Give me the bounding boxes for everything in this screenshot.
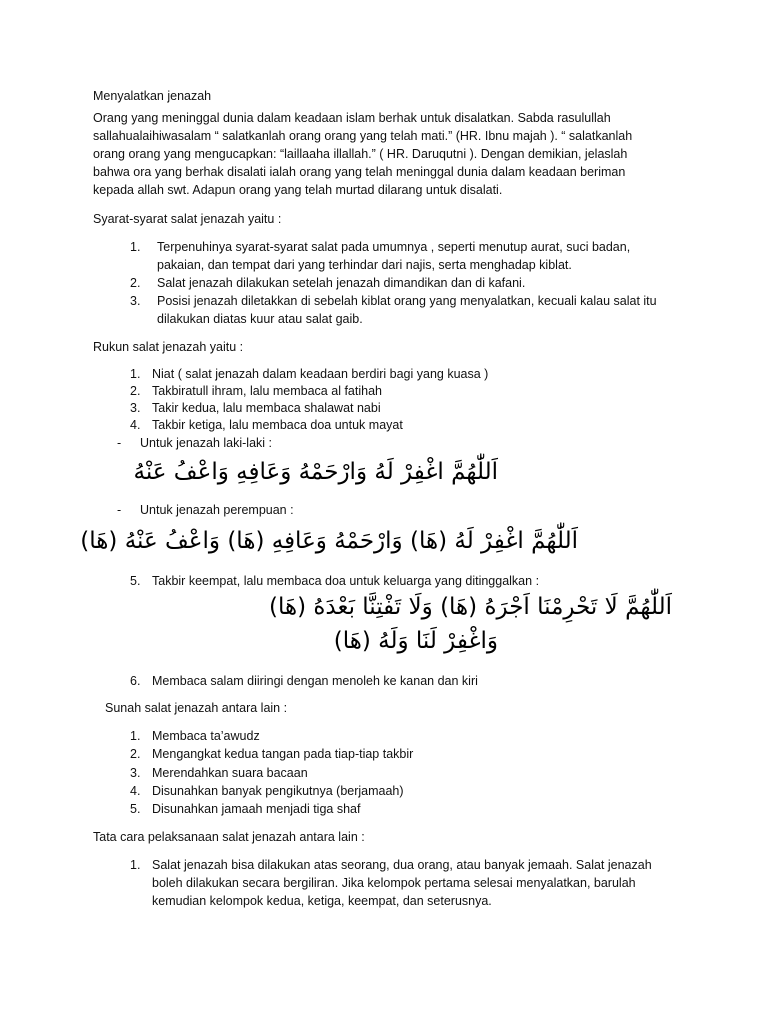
list-number: 5.	[130, 802, 141, 816]
list-item-line: Salat jenazah dilakukan setelah jenazah dimandikan dan di kafani.	[157, 276, 526, 290]
list-item-text: Takbiratull ihram, lalu membaca al fatihah	[152, 384, 382, 398]
list-item-line: kemudian kelompok kedua, ketiga, keempat, dan seterusnya.	[152, 894, 492, 908]
syarat-heading: Syarat-syarat salat jenazah yaitu :	[93, 212, 282, 226]
sunah-heading: Sunah salat jenazah antara lain :	[105, 701, 288, 715]
list-item-text: Mengangkat kedua tangan pada tiap-tiap takbir	[152, 747, 414, 761]
list-number: 1.	[130, 240, 141, 254]
list-item-line: Posisi jenazah diletakkan di sebelah kiblat orang yang menyalatkan, kecuali kalau salat itu	[157, 294, 657, 308]
list-item-text: Disunahkan jamaah menjadi tiga shaf	[152, 802, 361, 816]
list-item-line: dilakukan diatas kuur atau salat gaib.	[157, 312, 363, 326]
bullet-dash: -	[117, 436, 122, 450]
list-number: 3.	[130, 401, 141, 415]
intro-line: bahwa ora yang berhak disalati ialah orang yang telah meninggal dunia dalam keadaan beriman	[93, 165, 626, 179]
list-number: 1.	[130, 729, 141, 743]
tata-heading: Tata cara pelaksanaan salat jenazah antara lain :	[93, 830, 365, 844]
intro-line: kepada allah swt. Adapun orang yang telah murtad dilarang untuk disalati.	[93, 183, 503, 197]
list-item-text: Takbir ketiga, lalu membaca doa untuk mayat	[152, 418, 403, 432]
family-doa-arabic-line1: اَللّٰهُمَّ لَا تَحْرِمْنَا اَجْرَهُ (هَا) وَلَا تَفْتِنَّا بَعْدَهُ (هَا)	[268, 594, 672, 620]
page-title: Menyalatkan jenazah	[93, 89, 212, 103]
list-item-line: pakaian, dan tempat dari yang terhindar dari najis, serta menghadap kiblat.	[157, 258, 572, 272]
list-number: 6.	[130, 674, 141, 688]
list-item-text: Takbir keempat, lalu membaca doa untuk keluarga yang ditinggalkan :	[152, 574, 540, 588]
male-label: Untuk jenazah laki-laki :	[140, 436, 273, 450]
list-number: 3.	[130, 766, 141, 780]
list-number: 5.	[130, 574, 141, 588]
list-number: 2.	[130, 276, 141, 290]
bullet-dash: -	[117, 503, 122, 517]
intro-line: sallahualaihiwasalam “ salatkanlah orang orang yang telah mati.” (HR. Ibnu majah ). “ salatkanlah	[93, 129, 633, 143]
list-item-text: Takir kedua, lalu membaca shalawat nabi	[152, 401, 381, 415]
male-doa-arabic: اَللّٰهُمَّ اغْفِرْ لَهُ وَارْحَمْهُ وَعَافِهِ وَاعْفُ عَنْهُ	[133, 459, 498, 485]
list-item-text: Niat ( salat jenazah dalam keadaan berdiri bagi yang kuasa )	[152, 367, 489, 381]
list-number: 3.	[130, 294, 141, 308]
list-number: 1.	[130, 858, 141, 872]
list-item-text: Membaca salam diiringi dengan menoleh ke kanan dan kiri	[152, 674, 478, 688]
list-number: 4.	[130, 784, 141, 798]
list-number: 4.	[130, 418, 141, 432]
rukun-heading: Rukun salat jenazah yaitu :	[93, 340, 244, 354]
list-number: 1.	[130, 367, 141, 381]
intro-line: orang orang yang mengucapkan: “laillaaha illallah.” ( HR. Daruqutni ). Dengan demikian, jelaslah	[93, 147, 628, 161]
family-doa-arabic-line2: وَاغْفِرْ لَنَا وَلَهُ (هَا)	[333, 628, 498, 654]
intro-line: Orang yang meninggal dunia dalam keadaan islam berhak untuk disalatkan. Sabda rasulullah	[93, 111, 611, 125]
list-item-text: Disunahkan banyak pengikutnya (berjamaah)	[152, 784, 404, 798]
female-label: Untuk jenazah perempuan :	[140, 503, 294, 517]
list-number: 2.	[130, 747, 141, 761]
list-item-text: Merendahkan suara bacaan	[152, 766, 308, 780]
list-item-line: boleh dilakukan secara bergiliran. Jika kelompok pertama selesai menyalatkan, barulah	[152, 876, 636, 890]
list-item-line: Salat jenazah bisa dilakukan atas seorang, dua orang, atau banyak jemaah. Salat jenazah	[152, 858, 652, 872]
list-item-line: Terpenuhinya syarat-syarat salat pada umumnya , seperti menutup aurat, suci badan,	[157, 240, 631, 254]
female-doa-arabic: اَللّٰهُمَّ اغْفِرْ لَهُ (هَا) وَارْحَمْهُ وَعَافِهِ (هَا) وَاعْفُ عَنْهُ (هَا)	[80, 528, 578, 554]
list-item-text: Membaca ta’awudz	[152, 729, 260, 743]
list-number: 2.	[130, 384, 141, 398]
